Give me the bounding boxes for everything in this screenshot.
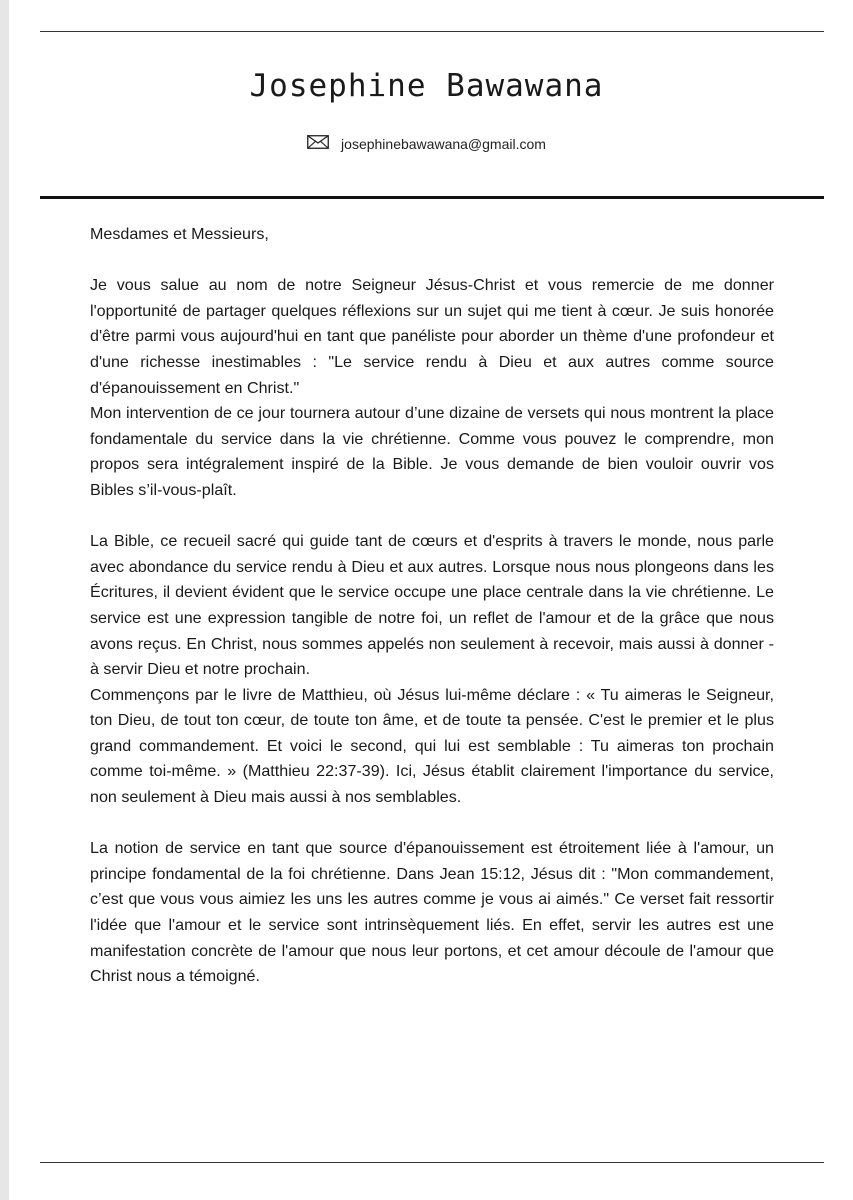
paragraph-3: La Bible, ce recueil sacré qui guide tant de cœurs et d'esprits à travers le monde, nous parle avec abondance du service rendu à Dieu et aux autres. Lorsque nous nous plongeons dans les Écritures, il devient évident que le service occupe une place centrale dans la vie chrétienne. Le service est une expression tangible de notre foi, un reflet de l'amour et de la grâce que nous avons reçus. En Christ, nous sommes appelés non seulement à recevoir, mais aussi à donner - à servir Dieu et notre prochain. <box>90 532 774 679</box>
page-edge-shadow <box>0 0 9 1200</box>
paragraph-5: La notion de service en tant que source d'épanouissement est étroitement liée à l'amour, un principe fondamental de la foi chrétienne. Dans Jean 15:12, Jésus dit : "Mon commandement, c’est que vous vous aimiez les uns les autres comme je vous ai aimés." Ce verset fait ressortir l'idée que l'amour et le service sont intrinsèquement liés. En effet, servir les autres est une manifestation concrète de l'amour que nous leur portons, et cet amour découle de l'amour que Christ nous a témoigné. <box>90 839 774 986</box>
bottom-divider <box>40 1162 824 1163</box>
header-divider <box>40 196 824 199</box>
salutation: Mesdames et Messieurs, <box>90 225 269 243</box>
paragraph-4: Commençons par le livre de Matthieu, où Jésus lui-même déclare : « Tu aimeras le Seigneur, ton Dieu, de tout ton cœur, de toute ton âme, et de toute ta pensée. C'est le premier et le plus grand commandement. Et voici le second, qui lui est semblable : Tu aimeras ton prochain comme toi-même. » (Matthieu 22:37-39). Ici, Jésus établit clairement l'importance du service, non seulement à Dieu mais aussi à nos semblables. <box>90 685 774 807</box>
paragraph-1: Je vous salue au nom de notre Seigneur Jésus-Christ et vous remercie de me donner l'opportunité de partager quelques réflexions sur un sujet qui me tient à cœur. Je suis honorée d'être parmi vous aujourd'hui en tant que panéliste pour aborder un thème d'une profondeur et d'une richesse inestimables : "Le service rendu à Dieu et aux autres comme source d'épanouissement en Christ." <box>90 276 774 397</box>
letter-body <box>90 222 774 990</box>
paragraph-2: Mon intervention de ce jour tournera autour d’une dizaine de versets qui nous montrent la place fondamentale du service dans la vie chrétienne. Comme vous pouvez le comprendre, mon propos sera intégralement inspiré de la Bible. Je vous demande de bien vouloir ouvrir vos Bibles s’il-vous-plaît. <box>90 404 774 499</box>
contact-line <box>0 136 853 152</box>
top-divider <box>40 31 824 32</box>
email-address: josephinebawawana@gmail.com <box>341 136 546 152</box>
author-name: Josephine Bawawana <box>249 68 604 104</box>
envelope-icon <box>307 135 329 152</box>
